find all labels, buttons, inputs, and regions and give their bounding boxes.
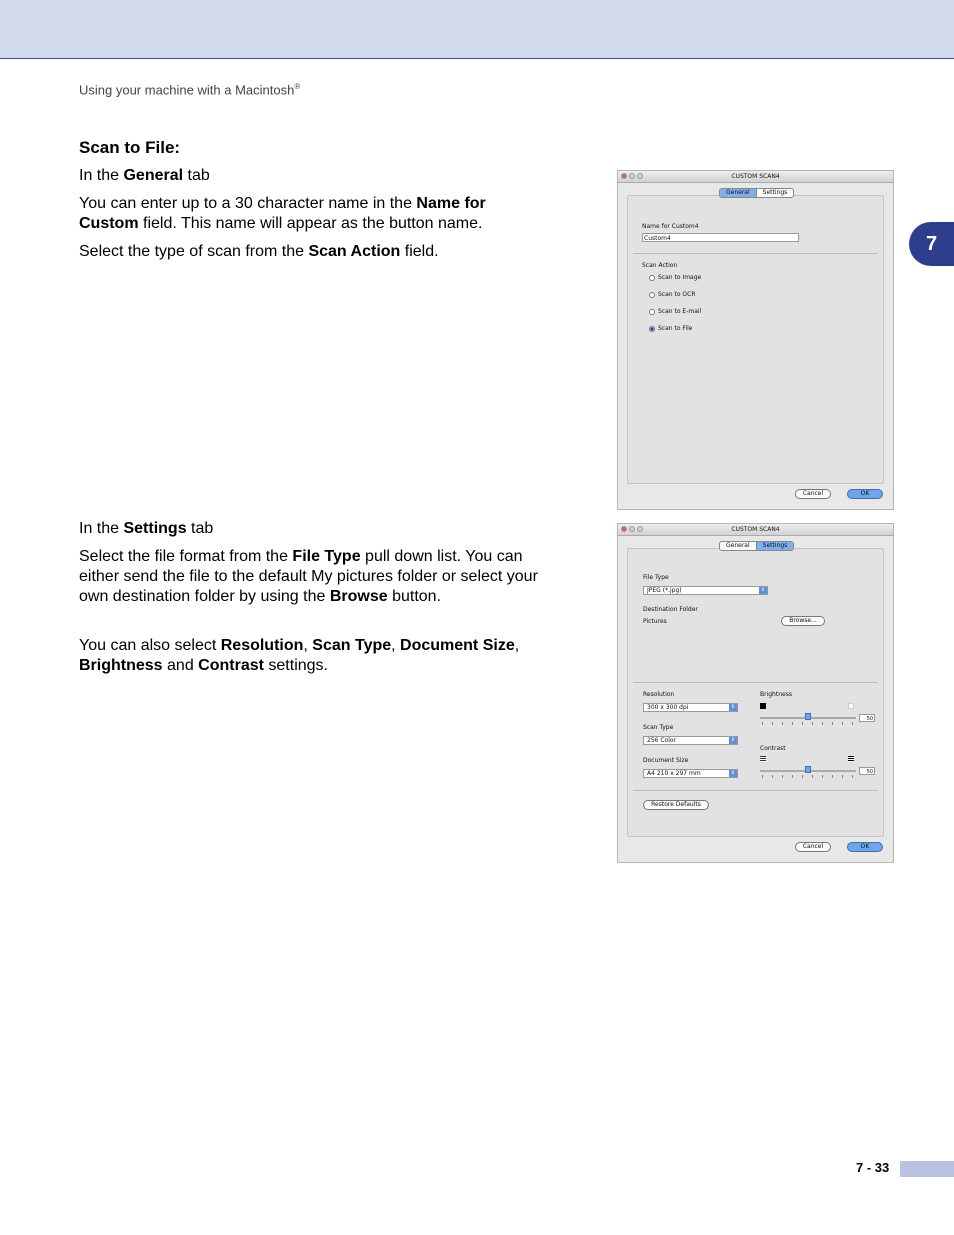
paragraph-settings-tab: In the Settings tab xyxy=(79,520,214,537)
select-arrows-icon: ⇕ xyxy=(730,704,736,710)
dialog-title: CUSTOM SCAN4 xyxy=(731,173,780,180)
top-band xyxy=(0,0,954,59)
contrast-ticks xyxy=(762,775,854,778)
file-type-select[interactable]: JPEG (*.jpg) ⇕ xyxy=(643,586,768,595)
radio-scan-to-ocr[interactable]: Scan to OCR xyxy=(649,291,696,298)
resolution-select[interactable]: 300 x 300 dpi ⇕ xyxy=(643,703,738,712)
tab-bar xyxy=(719,541,794,551)
document-size-select[interactable]: A4 210 x 297 mm ⇕ xyxy=(643,769,738,778)
settings-panel xyxy=(627,548,884,837)
name-for-custom-label: Name for Custom4 xyxy=(642,223,699,230)
paragraph-name-for-custom: You can enter up to a 30 character name in the Name for Custom field. This name will appear as the button name. xyxy=(79,195,486,232)
select-arrows-icon: ⇕ xyxy=(730,737,736,743)
brightness-ticks xyxy=(762,722,854,725)
browse-button[interactable]: Browse... xyxy=(781,616,825,626)
resolution-label: Resolution xyxy=(643,691,675,698)
name-for-custom-input[interactable]: Custom4 xyxy=(642,233,799,242)
dialog-titlebar xyxy=(618,524,893,536)
ok-button[interactable]: OK xyxy=(847,489,883,499)
radio-scan-to-file[interactable]: Scan to File xyxy=(649,325,692,332)
section-title: Scan to File: xyxy=(79,138,181,157)
brightness-slider-thumb[interactable] xyxy=(805,713,811,720)
brightness-label: Brightness xyxy=(760,691,792,698)
tab-settings[interactable]: Settings xyxy=(756,542,794,550)
destination-folder-value: Pictures xyxy=(643,618,667,625)
destination-folder-label: Destination Folder xyxy=(643,606,698,613)
paragraph-other-settings: You can also select Resolution, Scan Type, Document Size, Brightness and Contrast settings. xyxy=(79,637,520,674)
dark-icon xyxy=(760,703,766,709)
scan-type-select[interactable]: 256 Color ⇕ xyxy=(643,736,738,745)
radio-icon xyxy=(649,275,655,281)
radio-selected-icon xyxy=(649,326,655,332)
contrast-slider-thumb[interactable] xyxy=(805,766,811,773)
divider xyxy=(633,253,878,254)
page-number-bar xyxy=(900,1161,954,1177)
select-arrows-icon: ⇕ xyxy=(730,770,736,776)
radio-scan-to-email[interactable]: Scan to E-mail xyxy=(649,308,701,315)
restore-defaults-button[interactable]: Restore Defaults xyxy=(643,800,709,810)
dialog-title: CUSTOM SCAN4 xyxy=(731,526,780,533)
page-number: 7 - 33 xyxy=(856,1160,890,1175)
select-arrows-icon: ⇕ xyxy=(760,587,766,593)
contrast-value[interactable]: 50 xyxy=(859,767,875,775)
paragraph-scan-action: Select the type of scan from the Scan Action field. xyxy=(79,243,439,260)
dialog-titlebar xyxy=(618,171,893,183)
custom-scan-dialog-settings xyxy=(617,523,894,863)
radio-icon xyxy=(649,309,655,315)
document-size-label: Document Size xyxy=(643,757,689,764)
tab-general[interactable]: General xyxy=(726,542,750,549)
divider xyxy=(633,682,878,683)
scan-action-label: Scan Action xyxy=(642,262,678,269)
running-header: Using your machine with a Macintosh® xyxy=(79,82,301,98)
general-panel xyxy=(627,195,884,484)
cancel-button[interactable]: Cancel xyxy=(795,489,831,499)
radio-scan-to-image[interactable]: Scan to Image xyxy=(649,274,701,281)
scan-type-label: Scan Type xyxy=(643,724,674,731)
paragraph-file-type: Select the file format from the File Type pull down list. You can either send the file to the default My pictures folder or select your own destination folder by using the Browse button. xyxy=(79,548,538,605)
tab-bar xyxy=(719,188,794,198)
paragraph-general-tab: In the General tab xyxy=(79,167,210,184)
high-contrast-icon xyxy=(848,756,854,762)
tab-general[interactable]: General xyxy=(720,189,756,197)
low-contrast-icon xyxy=(760,756,766,762)
contrast-label: Contrast xyxy=(760,745,786,752)
cancel-button[interactable]: Cancel xyxy=(795,842,831,852)
light-icon xyxy=(848,703,854,709)
ok-button[interactable]: OK xyxy=(847,842,883,852)
file-type-label: File Type xyxy=(643,574,669,581)
divider xyxy=(633,790,878,791)
tab-settings[interactable]: Settings xyxy=(756,189,794,197)
chapter-tab: 7 xyxy=(909,222,954,266)
custom-scan-dialog-general xyxy=(617,170,894,510)
radio-icon xyxy=(649,292,655,298)
brightness-value[interactable]: 50 xyxy=(859,714,875,722)
